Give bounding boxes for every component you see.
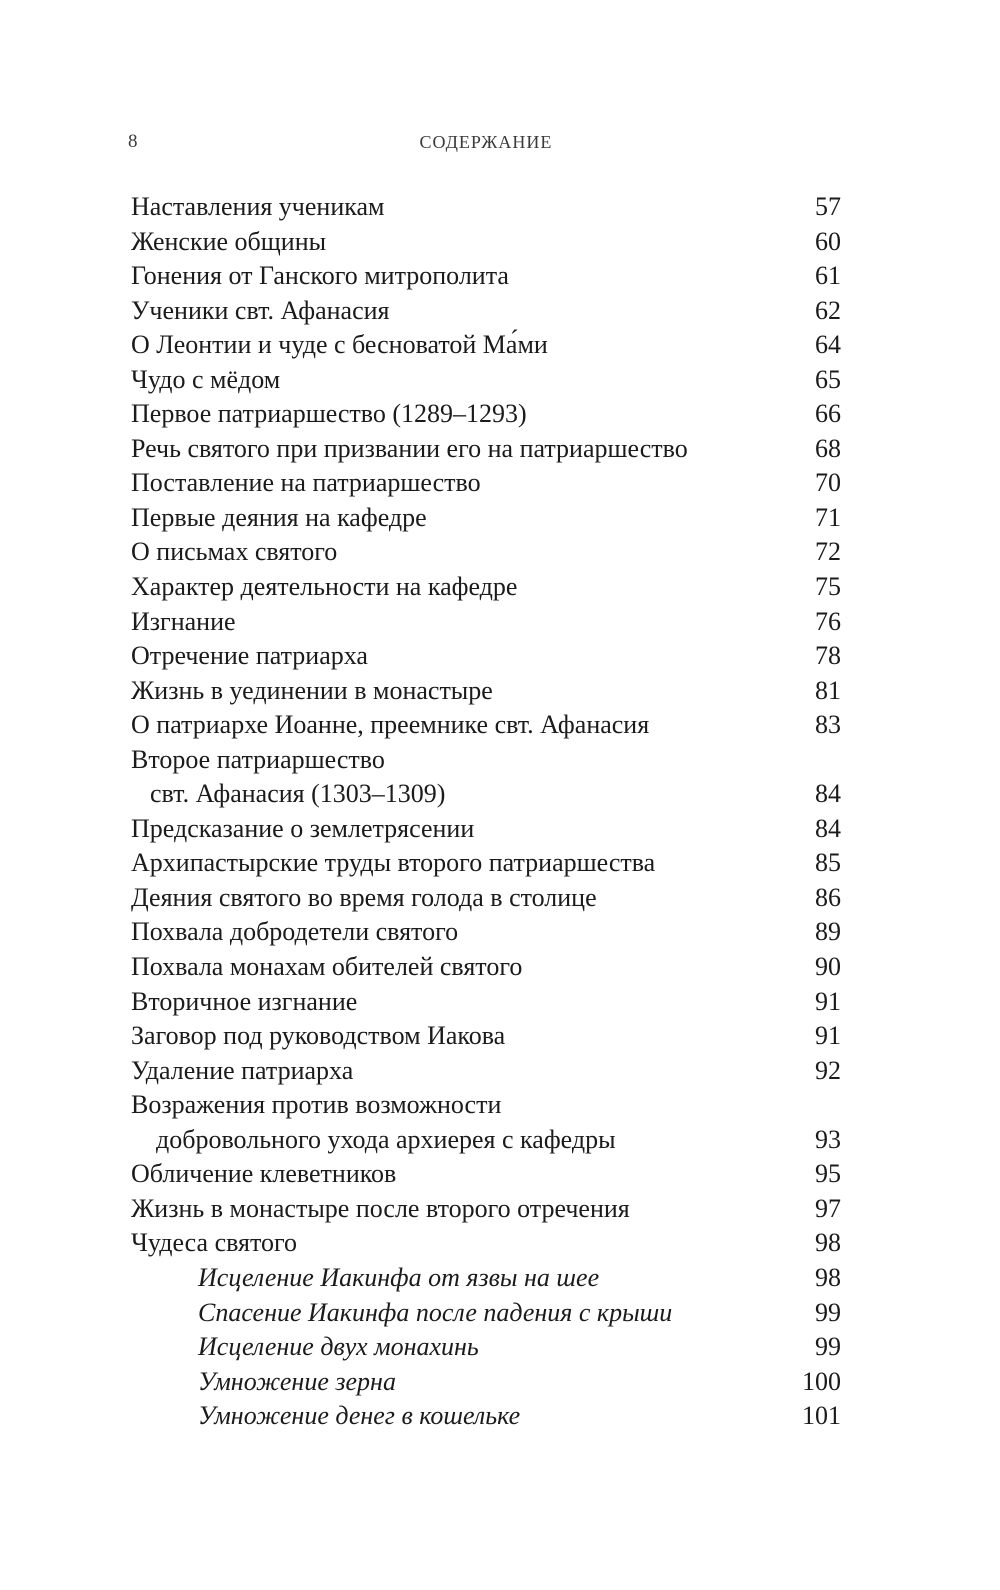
toc-entry-title: Первые деяния на кафедре bbox=[131, 502, 427, 532]
toc-entry-title: О письмах святого bbox=[131, 537, 338, 567]
toc-entry bbox=[131, 535, 841, 570]
toc-entry bbox=[131, 259, 841, 294]
toc-entry bbox=[131, 743, 841, 778]
toc-subentry bbox=[131, 1365, 841, 1400]
toc-entry-page: 93 bbox=[815, 1124, 841, 1154]
toc-entry-title: Удаление патриарха bbox=[131, 1055, 354, 1085]
running-head: СОДЕРЖАНИЕ bbox=[419, 132, 553, 152]
toc-entry-page: 91 bbox=[815, 1021, 841, 1051]
toc-entry-title: Возражения против возможности bbox=[131, 1090, 502, 1120]
toc-entry-page: 76 bbox=[815, 606, 841, 636]
toc-entry-title: Исцеление Иакинфа от язвы на шее bbox=[198, 1262, 600, 1292]
toc-entry bbox=[131, 328, 841, 363]
toc-entry bbox=[131, 466, 841, 501]
toc-entry-page: 98 bbox=[815, 1228, 841, 1258]
toc-entry bbox=[131, 294, 841, 329]
toc-entry bbox=[131, 846, 841, 881]
toc-entry bbox=[131, 639, 841, 674]
toc-entry-page: 60 bbox=[815, 226, 841, 256]
toc-entry-page: 92 bbox=[815, 1055, 841, 1085]
toc-entry bbox=[131, 812, 841, 847]
toc-entry-title: Спасение Иакинфа после падения с крыши bbox=[198, 1297, 673, 1327]
toc-entry-title: Жизнь в монастыре после второго отречения bbox=[131, 1193, 630, 1223]
toc-entry-title: свт. Афанасия (1303–1309) bbox=[150, 779, 446, 809]
toc-entry bbox=[131, 363, 841, 398]
toc-entry-page: 97 bbox=[815, 1193, 841, 1223]
toc-entry-title: Характер деятельности на кафедре bbox=[131, 572, 518, 602]
toc-entry-title: Изгнание bbox=[131, 606, 236, 636]
toc-entry-title: Первое патриаршество (1289–1293) bbox=[131, 399, 527, 429]
toc-entry-page: 90 bbox=[815, 952, 841, 982]
toc-entry-page: 101 bbox=[802, 1401, 841, 1431]
toc-entry-title: Исцеление двух монахинь bbox=[198, 1332, 479, 1362]
toc-entry-title: Отречение патриарха bbox=[131, 641, 368, 671]
toc-entry-title: Поставление на патриаршество bbox=[131, 468, 481, 498]
toc-entry-title: Гонения от Ганского митрополита bbox=[131, 261, 509, 291]
toc-entry bbox=[131, 708, 841, 743]
toc-entry-page: 57 bbox=[815, 192, 841, 221]
toc-entry-title: О Леонтии и чуде с бесноватой Ма́ми bbox=[131, 330, 548, 360]
toc-entry bbox=[131, 915, 841, 950]
toc-entry-title: Заговор под руководством Иакова bbox=[131, 1021, 506, 1051]
toc-entry bbox=[131, 501, 841, 536]
toc-entry-title: Предсказание о землетрясении bbox=[131, 813, 475, 843]
toc-entry-page: 99 bbox=[815, 1297, 841, 1327]
toc-entry-title: Умножение денег в кошельке bbox=[198, 1401, 521, 1431]
toc-entry-title: Похвала монахам обителей святого bbox=[131, 952, 523, 982]
toc-entry-page: 99 bbox=[815, 1332, 841, 1362]
toc-entry-page: 72 bbox=[815, 537, 841, 567]
toc-entry-continuation bbox=[131, 777, 841, 812]
toc-entry-page: 65 bbox=[815, 364, 841, 394]
toc-subentry bbox=[131, 1330, 841, 1365]
toc-entry-page: 64 bbox=[815, 330, 841, 360]
toc-entry-page: 95 bbox=[815, 1159, 841, 1189]
toc-entry bbox=[131, 1192, 841, 1227]
toc-entry-page: 66 bbox=[815, 399, 841, 429]
toc-entry-title: Наставления ученикам bbox=[131, 192, 385, 221]
toc-entry-page: 86 bbox=[815, 882, 841, 912]
toc-entry-page: 62 bbox=[815, 295, 841, 325]
toc-entry-title: Деяния святого во время голода в столице bbox=[131, 882, 597, 912]
toc-entry-page: 84 bbox=[815, 779, 841, 809]
toc-entry-page: 100 bbox=[802, 1366, 841, 1396]
toc-entry-page: 85 bbox=[815, 848, 841, 878]
toc-entry-page: 70 bbox=[815, 468, 841, 498]
toc-entry bbox=[131, 1226, 841, 1261]
toc-entry-page: 89 bbox=[815, 917, 841, 947]
toc-entry bbox=[131, 432, 841, 467]
toc-entry-page: 81 bbox=[815, 675, 841, 705]
toc-entry-title: Архипастырские труды второго патриаршества bbox=[131, 848, 656, 878]
table-of-contents bbox=[131, 190, 841, 1434]
toc-entry-title: Речь святого при призвании его на патриаршество bbox=[131, 433, 688, 463]
toc-entry bbox=[131, 570, 841, 605]
toc-entry-page: 83 bbox=[815, 710, 841, 740]
toc-entry bbox=[131, 985, 841, 1020]
toc-entry-page: 75 bbox=[815, 572, 841, 602]
toc-subentry bbox=[131, 1399, 841, 1434]
toc-entry-page: 98 bbox=[815, 1262, 841, 1292]
toc-entry-title: О патриархе Иоанне, преемнике свт. Афанасия bbox=[131, 710, 650, 740]
toc-entry bbox=[131, 225, 841, 260]
toc-entry-page: 71 bbox=[815, 502, 841, 532]
toc-entry-title: Вторичное изгнание bbox=[131, 986, 358, 1016]
toc-entry bbox=[131, 1019, 841, 1054]
toc-entry-title: Чудо с мёдом bbox=[131, 364, 281, 394]
toc-entry-page: 84 bbox=[815, 813, 841, 843]
toc-subentry bbox=[131, 1261, 841, 1296]
toc-entry-page: 61 bbox=[815, 261, 841, 291]
toc-entry-page: 91 bbox=[815, 986, 841, 1016]
toc-entry-title: Жизнь в уединении в монастыре bbox=[131, 675, 493, 705]
toc-entry bbox=[131, 881, 841, 916]
toc-entry-title: Обличение клеветников bbox=[131, 1159, 397, 1189]
toc-entry bbox=[131, 1157, 841, 1192]
toc-entry bbox=[131, 190, 841, 225]
toc-entry-title: Похвала добродетели святого bbox=[131, 917, 459, 947]
toc-entry-page: 68 bbox=[815, 433, 841, 463]
toc-entry-title: Умножение зерна bbox=[198, 1366, 396, 1396]
page-number: 8 bbox=[128, 131, 138, 152]
toc-entry bbox=[131, 950, 841, 985]
toc-entry-title: Ученики свт. Афанасия bbox=[131, 295, 390, 325]
toc-entry-page: 78 bbox=[815, 641, 841, 671]
toc-entry bbox=[131, 1054, 841, 1089]
toc-entry bbox=[131, 1088, 841, 1123]
toc-entry-title: Второе патриаршество bbox=[131, 744, 385, 774]
toc-entry bbox=[131, 397, 841, 432]
toc-entry-title: Женские общины bbox=[131, 226, 327, 256]
toc-entry-title: добровольного ухода архиерея с кафедры bbox=[156, 1124, 616, 1154]
toc-entry bbox=[131, 605, 841, 640]
toc-entry-title: Чудеса святого bbox=[131, 1228, 298, 1258]
toc-entry-continuation bbox=[131, 1123, 841, 1158]
toc-subentry bbox=[131, 1296, 841, 1331]
toc-entry bbox=[131, 674, 841, 709]
